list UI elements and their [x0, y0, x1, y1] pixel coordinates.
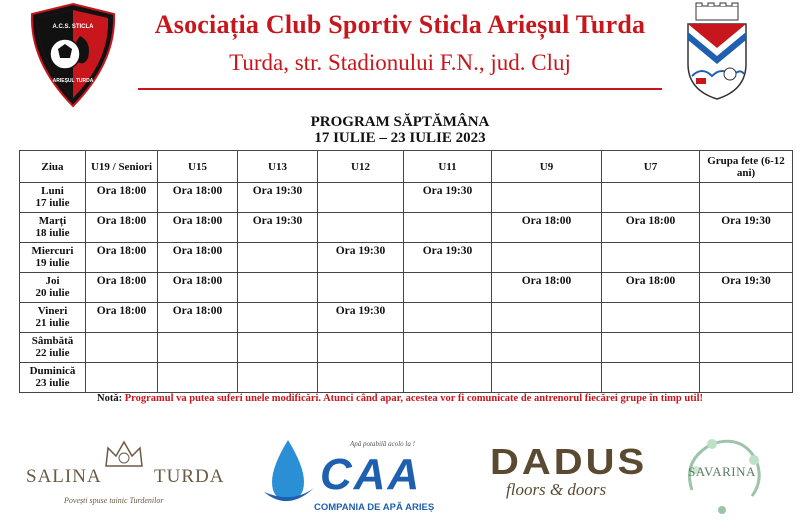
dadus-name: DADUS: [490, 442, 648, 482]
schedule-cell: Ora 19:30: [238, 183, 318, 213]
schedule-cell: Ora 18:00: [86, 243, 158, 273]
schedule-cell: [404, 273, 492, 303]
table-row: [20, 333, 793, 363]
schedule-cell: [404, 333, 492, 363]
day-date: 20 iulie: [35, 287, 70, 299]
table-row: [20, 213, 793, 243]
column-header-8: Grupa fete (6-12 ani): [700, 151, 793, 183]
schedule-cell: [602, 243, 700, 273]
salina-left-text: SALINA: [26, 466, 102, 487]
day-name: Sâmbătă: [31, 335, 74, 347]
day-date: 21 iulie: [35, 317, 70, 329]
schedule-cell: Ora 19:30: [404, 243, 492, 273]
day-date: 18 iulie: [35, 227, 70, 239]
day-name: Miercuri: [31, 245, 74, 257]
program-heading: [0, 114, 800, 146]
schedule-cell: [318, 273, 404, 303]
schedule-cell: [602, 363, 700, 393]
day-cell: [20, 273, 86, 303]
schedule-cell: [318, 213, 404, 243]
club-logo: [28, 2, 118, 110]
schedule-cell: [492, 333, 602, 363]
schedule-cell: Ora 18:00: [158, 183, 238, 213]
program-title: PROGRAM SĂPTĂMÂNA: [310, 114, 490, 130]
column-header-2: U15: [158, 151, 238, 183]
schedule-cell: Ora 18:00: [158, 303, 238, 333]
schedule-cell: [158, 363, 238, 393]
table-header-row: [20, 151, 793, 183]
day-cell: [20, 333, 86, 363]
sponsor-caa: [258, 436, 438, 518]
day-cell: [20, 243, 86, 273]
day-cell: [20, 363, 86, 393]
schedule-cell: [492, 243, 602, 273]
column-header-1: U19 / Seniori: [86, 151, 158, 183]
schedule-cell: [700, 303, 793, 333]
schedule-cell: [492, 303, 602, 333]
salina-tagline: Povești spuse tainic Turdenilor: [64, 496, 164, 505]
day-name: Duminică: [29, 365, 76, 377]
day-date: 22 iulie: [35, 347, 70, 359]
schedule-cell: Ora 18:00: [86, 183, 158, 213]
column-header-0: Ziua: [20, 151, 86, 183]
schedule-cell: [318, 363, 404, 393]
schedule-cell: Ora 18:00: [492, 273, 602, 303]
header-divider: [138, 88, 662, 90]
day-date: 17 iulie: [35, 197, 70, 209]
schedule-cell: Ora 18:00: [86, 273, 158, 303]
day-cell: [20, 213, 86, 243]
schedule-cell: Ora 18:00: [492, 213, 602, 243]
note-text: Programul va putea suferi unele modificări. Atunci când apar, acestea vor fi comunicate de antrenorul fiecărei grupe în timp util!: [124, 393, 704, 404]
column-header-5: U11: [404, 151, 492, 183]
schedule-cell: [238, 333, 318, 363]
table-row: [20, 183, 793, 213]
schedule-cell: [238, 273, 318, 303]
schedule-cell: [700, 333, 793, 363]
schedule-cell: Ora 18:00: [86, 303, 158, 333]
schedule-cell: [492, 183, 602, 213]
program-period: 17 IULIE – 23 IULIE 2023: [314, 130, 486, 146]
schedule-cell: [602, 333, 700, 363]
column-header-7: U7: [602, 151, 700, 183]
water-drop-icon: [258, 436, 318, 516]
schedule-cell: [318, 333, 404, 363]
club-name: Asociația Club Sportiv Sticla Arieșul Turda: [154, 10, 646, 39]
day-name: Marți: [38, 215, 67, 227]
table-row: [20, 243, 793, 273]
note: [0, 393, 800, 404]
schedule-cell: Ora 18:00: [602, 273, 700, 303]
caa-tagline: Apă potabilă acolo la !: [350, 440, 415, 448]
salina-crown-icon: [24, 436, 224, 470]
turda-crest-icon: [682, 2, 752, 102]
savarina-name: SAVARINA: [688, 464, 756, 479]
schedule-cell: Ora 19:30: [238, 213, 318, 243]
schedule-cell: [700, 243, 793, 273]
logo-text: A.C.S. STICLA: [52, 24, 94, 30]
schedule-cell: Ora 18:00: [86, 213, 158, 243]
schedule-cell: [404, 213, 492, 243]
schedule-cell: [86, 333, 158, 363]
schedule-cell: [700, 363, 793, 393]
schedule-cell: Ora 19:30: [700, 273, 793, 303]
schedule-cell: [602, 183, 700, 213]
day-date: 23 iulie: [35, 377, 70, 389]
schedule-cell: Ora 18:00: [158, 243, 238, 273]
caa-subtitle: COMPANIA DE APĂ ARIEȘ: [314, 502, 435, 513]
column-header-3: U13: [238, 151, 318, 183]
schedule-table: [19, 150, 793, 393]
schedule-cell: [318, 183, 404, 213]
schedule-cell: Ora 18:00: [602, 213, 700, 243]
club-address: Turda, str. Stadionului F.N., jud. Cluj: [229, 50, 571, 75]
column-header-6: U9: [492, 151, 602, 183]
day-name: Joi: [45, 275, 60, 287]
schedule-cell: [238, 303, 318, 333]
schedule-cell: Ora 18:00: [158, 273, 238, 303]
caa-name: CAA: [320, 450, 422, 499]
schedule-cell: [86, 363, 158, 393]
sponsor-savarina: [672, 430, 772, 518]
schedule-cell: [404, 303, 492, 333]
note-label: Notă:: [96, 393, 123, 404]
sponsor-dadus: [486, 440, 648, 510]
schedule-cell: [238, 363, 318, 393]
schedule-cell: Ora 19:30: [318, 243, 404, 273]
schedule-cell: [700, 183, 793, 213]
schedule-cell: Ora 19:30: [404, 183, 492, 213]
salina-right-text: TURDA: [154, 466, 225, 487]
schedule-cell: [602, 303, 700, 333]
dadus-tagline: floors & doors: [506, 480, 607, 499]
day-name: Vineri: [37, 305, 68, 317]
schedule-cell: [492, 363, 602, 393]
day-cell: [20, 303, 86, 333]
schedule-cell: Ora 18:00: [158, 213, 238, 243]
table-row: [20, 303, 793, 333]
schedule-cell: Ora 19:30: [318, 303, 404, 333]
table-row: [20, 273, 793, 303]
day-name: Luni: [41, 185, 64, 197]
schedule-cell: [238, 243, 318, 273]
schedule-cell: Ora 19:30: [700, 213, 793, 243]
table-row: [20, 363, 793, 393]
sponsor-salina-turda: [24, 436, 224, 516]
schedule-cell: [404, 363, 492, 393]
table-body: [20, 183, 793, 393]
column-header-4: U12: [318, 151, 404, 183]
day-cell: [20, 183, 86, 213]
schedule-cell: [158, 333, 238, 363]
day-date: 19 iulie: [35, 257, 70, 269]
logo-subtext: ARIEȘUL TURDA: [52, 78, 94, 84]
